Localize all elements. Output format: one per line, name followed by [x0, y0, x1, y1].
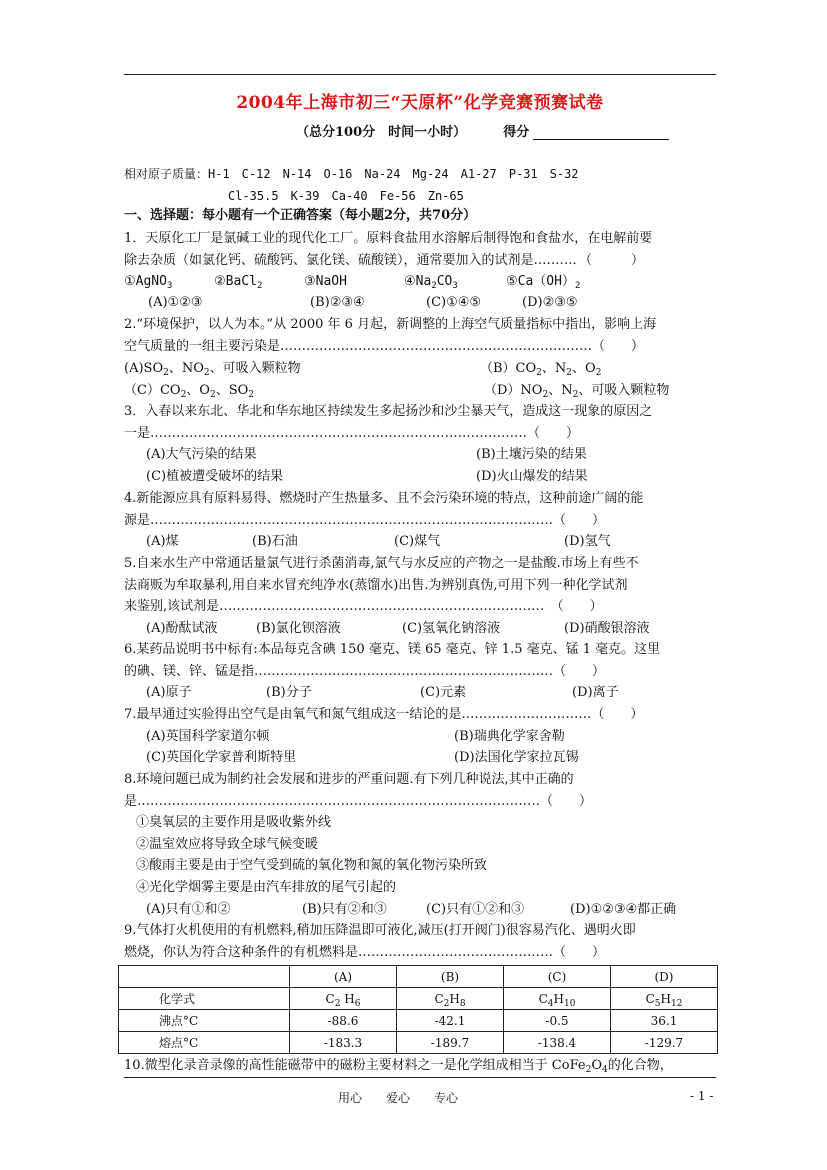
- q1-option-a: (A)①②③: [148, 295, 203, 310]
- q1-option-b: (B)②③④: [310, 295, 365, 310]
- atomic-mass-line-2: Cl-35.5 K-39 Ca-40 Fe-56 Zn-65: [228, 189, 464, 203]
- section-heading: 一、选择题：每小题有一个正确答案（每小题2分，共70分）: [124, 208, 477, 223]
- q1-line-2: 除去杂质（如氯化钙、硫酸钙、氯化镁、硫酸镁），通常要加入的试剂是………．（ ）: [124, 253, 645, 268]
- table-header-row: [119, 966, 718, 988]
- q3-line-1: 3．入春以来东北、华北和华东地区持续发生多起扬沙和沙尘暴天气，造成这一现象的原因之: [124, 404, 653, 419]
- q5-option-d: (D)硝酸银溶液: [564, 621, 650, 636]
- table-corner-cell: [119, 966, 290, 988]
- atomic-mass-line-1: 相对原子质量：H-1 C-12 N-14 O-16 Na-24 Mg-24 A1-27 P-31 S-32: [124, 167, 579, 181]
- q4-line-2: 源是…………………………………………………………………………………（ ）: [124, 513, 606, 528]
- q5-line-3: 来鉴别,该试剂是………………………………………………………………… （ ）: [124, 599, 603, 614]
- table-header-c: (C): [504, 966, 611, 988]
- table-cell: -138.4: [504, 1032, 611, 1054]
- q7-line-1: 7.最早通过实验得出空气是由氧气和氮气组成这一结论的是…………………………（ ）: [124, 707, 644, 722]
- q7-option-a: (A)英国科学家道尔顿: [146, 729, 270, 744]
- table-header-d: (D): [611, 966, 718, 988]
- q1-option-c: (C)①④⑤: [426, 295, 482, 310]
- table-header-a: (A): [290, 966, 397, 988]
- q4-line-1: 4.新能源应具有原料易得、燃烧时产生热量多、且不会污染环境的特点，这种前途广阔的能: [124, 491, 644, 506]
- table-cell: -189.7: [397, 1032, 504, 1054]
- q6-option-d: (D)离子: [572, 685, 619, 700]
- q8-option-c: (C)只有①②和③: [426, 902, 525, 917]
- table-cell: -42.1: [397, 1010, 504, 1032]
- footer-motto: 用心 爱心 专心: [338, 1091, 459, 1105]
- top-rule: [124, 74, 716, 75]
- table-cell: 36.1: [611, 1010, 718, 1032]
- table-header-b: (B): [397, 966, 504, 988]
- table-cell: -129.7: [611, 1032, 718, 1054]
- table-cell: -0.5: [504, 1010, 611, 1032]
- q1-reagent-4: $④Na_2CO_3$: [404, 274, 458, 291]
- q1-reagent-3: ③NaOH: [304, 274, 347, 289]
- melting-point-label: 熔点°C: [119, 1032, 290, 1054]
- bottom-rule: [124, 1077, 716, 1078]
- q7-option-c: (C)英国化学家普利斯特里: [146, 750, 297, 765]
- fuel-properties-table: [118, 965, 718, 1054]
- q1-reagent-2: ②BaCl$_2$: [214, 274, 263, 291]
- q2-option-a: $(A)SO_2$、$NO_2$、可吸入颗粒物: [124, 361, 301, 378]
- q8-statement-2: ②温室效应将导致全球气候变暖: [136, 837, 319, 852]
- q1-line-1: 1．天原化工厂是氯碱工业的现代化工厂。原料食盐用水溶解后制得饱和食盐水，在电解前要: [124, 231, 653, 246]
- q3-option-c: (C)植被遭受破坏的结果: [146, 469, 284, 484]
- q5-option-c: (C)氢氧化钠溶液: [402, 621, 501, 636]
- q5-line-2: 法商贩为牟取暴利,用自来水冒充纯净水(蒸馏水)出售.为辨别真伪,可用下列一种化学试剂: [124, 578, 628, 593]
- q6-option-b: (B)分子: [266, 685, 312, 700]
- q4-option-d: (D)氢气: [564, 534, 611, 549]
- q6-option-c: (C)元素: [420, 685, 467, 700]
- q9-line-2: 燃烧，你认为符合这种条件的有机燃料是………………………………………（ ）: [124, 945, 606, 960]
- q6-line-2: 的碘、镁、锌、锰是指……………………………………………………………（ ）: [124, 664, 606, 679]
- table-cell: -183.3: [290, 1032, 397, 1054]
- table-row: [119, 988, 718, 1010]
- formula-cell-c: $C_4H_{10}$: [504, 988, 611, 1010]
- q7-option-d: (D)法国化学家拉瓦锡: [454, 750, 579, 765]
- time-score-note: （总分100分 时间一小时）: [296, 125, 467, 140]
- q4-option-c: (C)煤气: [394, 534, 441, 549]
- table-row: [119, 1032, 718, 1054]
- formula-row-label: 化学式: [119, 988, 290, 1010]
- boiling-point-label: 沸点°C: [119, 1010, 290, 1032]
- q7-option-b: (B)瑞典化学家舍勒: [454, 729, 565, 744]
- q6-line-1: 6.某药品说明书中标有:本品每克含碘 150 毫克、镁 65 毫克、锌 1.5 毫克、锰 1 毫克。这里: [124, 642, 661, 657]
- formula-cell-d: $C_5H_{12}$: [611, 988, 718, 1010]
- q10-line-1: 10.微型化录音录像的高性能磁带中的磁粉主要材料之一是化学组成相当于 $CoFe_2O_4$的化合物，: [124, 1058, 673, 1075]
- q2-line-2: 空气质量的一组主要污染是………………………………………………………………（ ）: [124, 339, 645, 354]
- exam-title: 2004年上海市初三“天原杯”化学竞赛预赛试卷: [236, 93, 604, 113]
- q4-option-b: (B)石油: [252, 534, 298, 549]
- q2-line-1: 2.“环境保护，以人为本。”从 2000 年 6 月起，新调整的上海空气质量指标中指出，影响上海: [124, 317, 657, 332]
- q6-option-a: (A)原子: [146, 685, 192, 700]
- table-row: [119, 1010, 718, 1032]
- q8-option-a: (A)只有①和②: [146, 902, 231, 917]
- exam-subtitle: [296, 121, 669, 140]
- q1-reagent-5: $⑤Ca(OH)_2$: [506, 274, 581, 291]
- q8-option-d: (D)①②③④都正确: [570, 902, 677, 917]
- q2-option-b: $(B)CO_2$、$N_2$、$O_2$: [480, 361, 602, 378]
- q3-option-a: (A)大气污染的结果: [146, 447, 257, 462]
- q8-statement-1: ①臭氧层的主要作用是吸收紫外线: [136, 815, 332, 830]
- q8-line-1: 8.环境问题已成为制约社会发展和进步的严重问题.有下列几种说法,其中正确的: [124, 772, 574, 787]
- q3-option-d: (D)火山爆发的结果: [476, 469, 588, 484]
- q8-line-2: 是…………………………………………………………………………………（ ）: [124, 794, 593, 809]
- q5-option-a: (A)酚酞试液: [146, 621, 218, 636]
- q1-reagent-1: ①AgNO$_3$: [124, 274, 173, 291]
- q8-statement-3: ③酸雨主要是由于空气受到硫的氧化物和氮的氧化物污染所致: [136, 858, 488, 873]
- q1-option-d: (D)②③⑤: [522, 295, 578, 310]
- q2-option-d: $(D)NO_2$、$N_2$、可吸入颗粒物: [484, 383, 670, 400]
- page-number: - 1 -: [690, 1089, 714, 1103]
- q3-option-b: (B)土壤污染的结果: [476, 447, 587, 462]
- table-cell: -88.6: [290, 1010, 397, 1032]
- q8-statement-4: ④光化学烟雾主要是由汽车排放的尾气引起的: [136, 880, 397, 895]
- q5-option-b: (B)氯化钡溶液: [256, 621, 341, 636]
- q2-option-c: $(C)CO_2$、$O_2$、$SO_2$: [124, 383, 255, 400]
- q9-line-1: 9.气体打火机使用的有机燃料,稍加压降温即可液化,减压(打开阀门)很容易汽化、遇明火即: [124, 923, 636, 938]
- q8-option-b: (B)只有②和③: [302, 902, 387, 917]
- score-blank: [533, 127, 669, 140]
- formula-cell-b: $C_2H_8$: [397, 988, 504, 1010]
- q4-option-a: (A)煤: [146, 534, 179, 549]
- score-label: 得分: [503, 125, 530, 140]
- q5-line-1: 5.自来水生产中常通话量氯气进行杀菌消毒,氯气与水反应的产物之一是盐酸.市场上有些不: [124, 556, 639, 571]
- formula-cell-a: $C_2$ $H_6$: [290, 988, 397, 1010]
- q3-line-2: 一是……………………………………………………………………………（ ）: [124, 426, 580, 441]
